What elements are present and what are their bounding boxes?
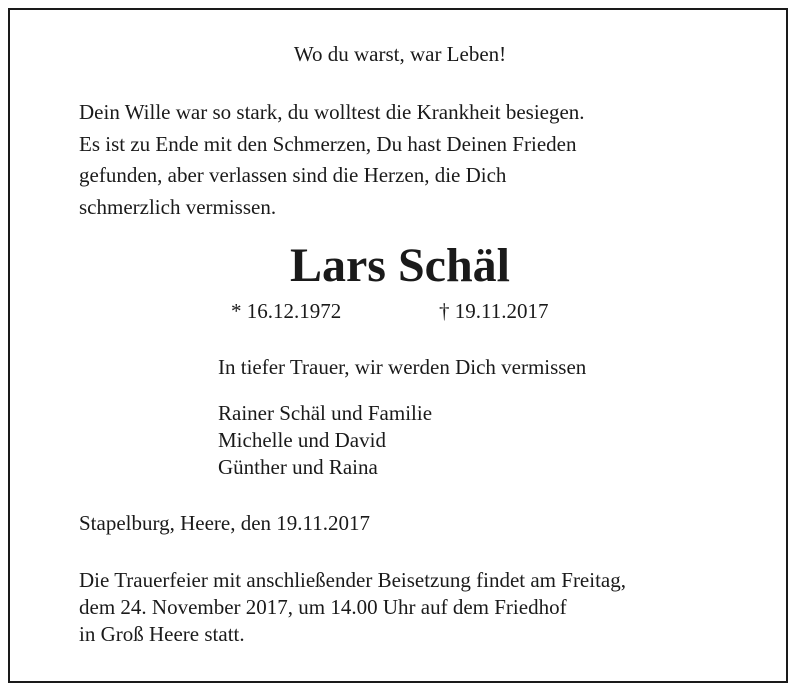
family-member: Rainer Schäl und Familie (218, 401, 433, 425)
funeral-info (79, 567, 626, 648)
mourning-line: In tiefer Trauer, wir werden Dich vermissen (218, 355, 587, 379)
family-list (218, 400, 432, 481)
funeral-line: Die Trauerfeier mit anschließender Beisetzung findet am Freitag, (79, 568, 626, 592)
motto: Wo du warst, war Leben! (293, 42, 507, 66)
poem-line: Es ist zu Ende mit den Schmerzen, Du hast Deinen Frieden (79, 131, 577, 156)
deceased-name: Lars Schäl (289, 239, 511, 292)
poem (79, 97, 585, 223)
funeral-line: dem 24. November 2017, um 14.00 Uhr auf dem Friedhof (79, 595, 567, 619)
death-date: † 19.11.2017 (439, 299, 549, 323)
poem-line: Dein Wille war so stark, du wolltest die Krankheit besiegen. (79, 100, 585, 124)
family-member: Günther und Raina (218, 455, 378, 479)
place-date: Stapelburg, Heere, den 19.11.2017 (79, 511, 371, 535)
poem-line: schmerzlich vermissen. (79, 194, 277, 219)
birth-date: * 16.12.1972 (231, 299, 342, 323)
poem-line: gefunden, aber verlassen sind die Herzen, die Dich (79, 163, 507, 187)
funeral-line: in Groß Heere statt. (79, 622, 245, 646)
family-member: Michelle und David (218, 428, 386, 452)
